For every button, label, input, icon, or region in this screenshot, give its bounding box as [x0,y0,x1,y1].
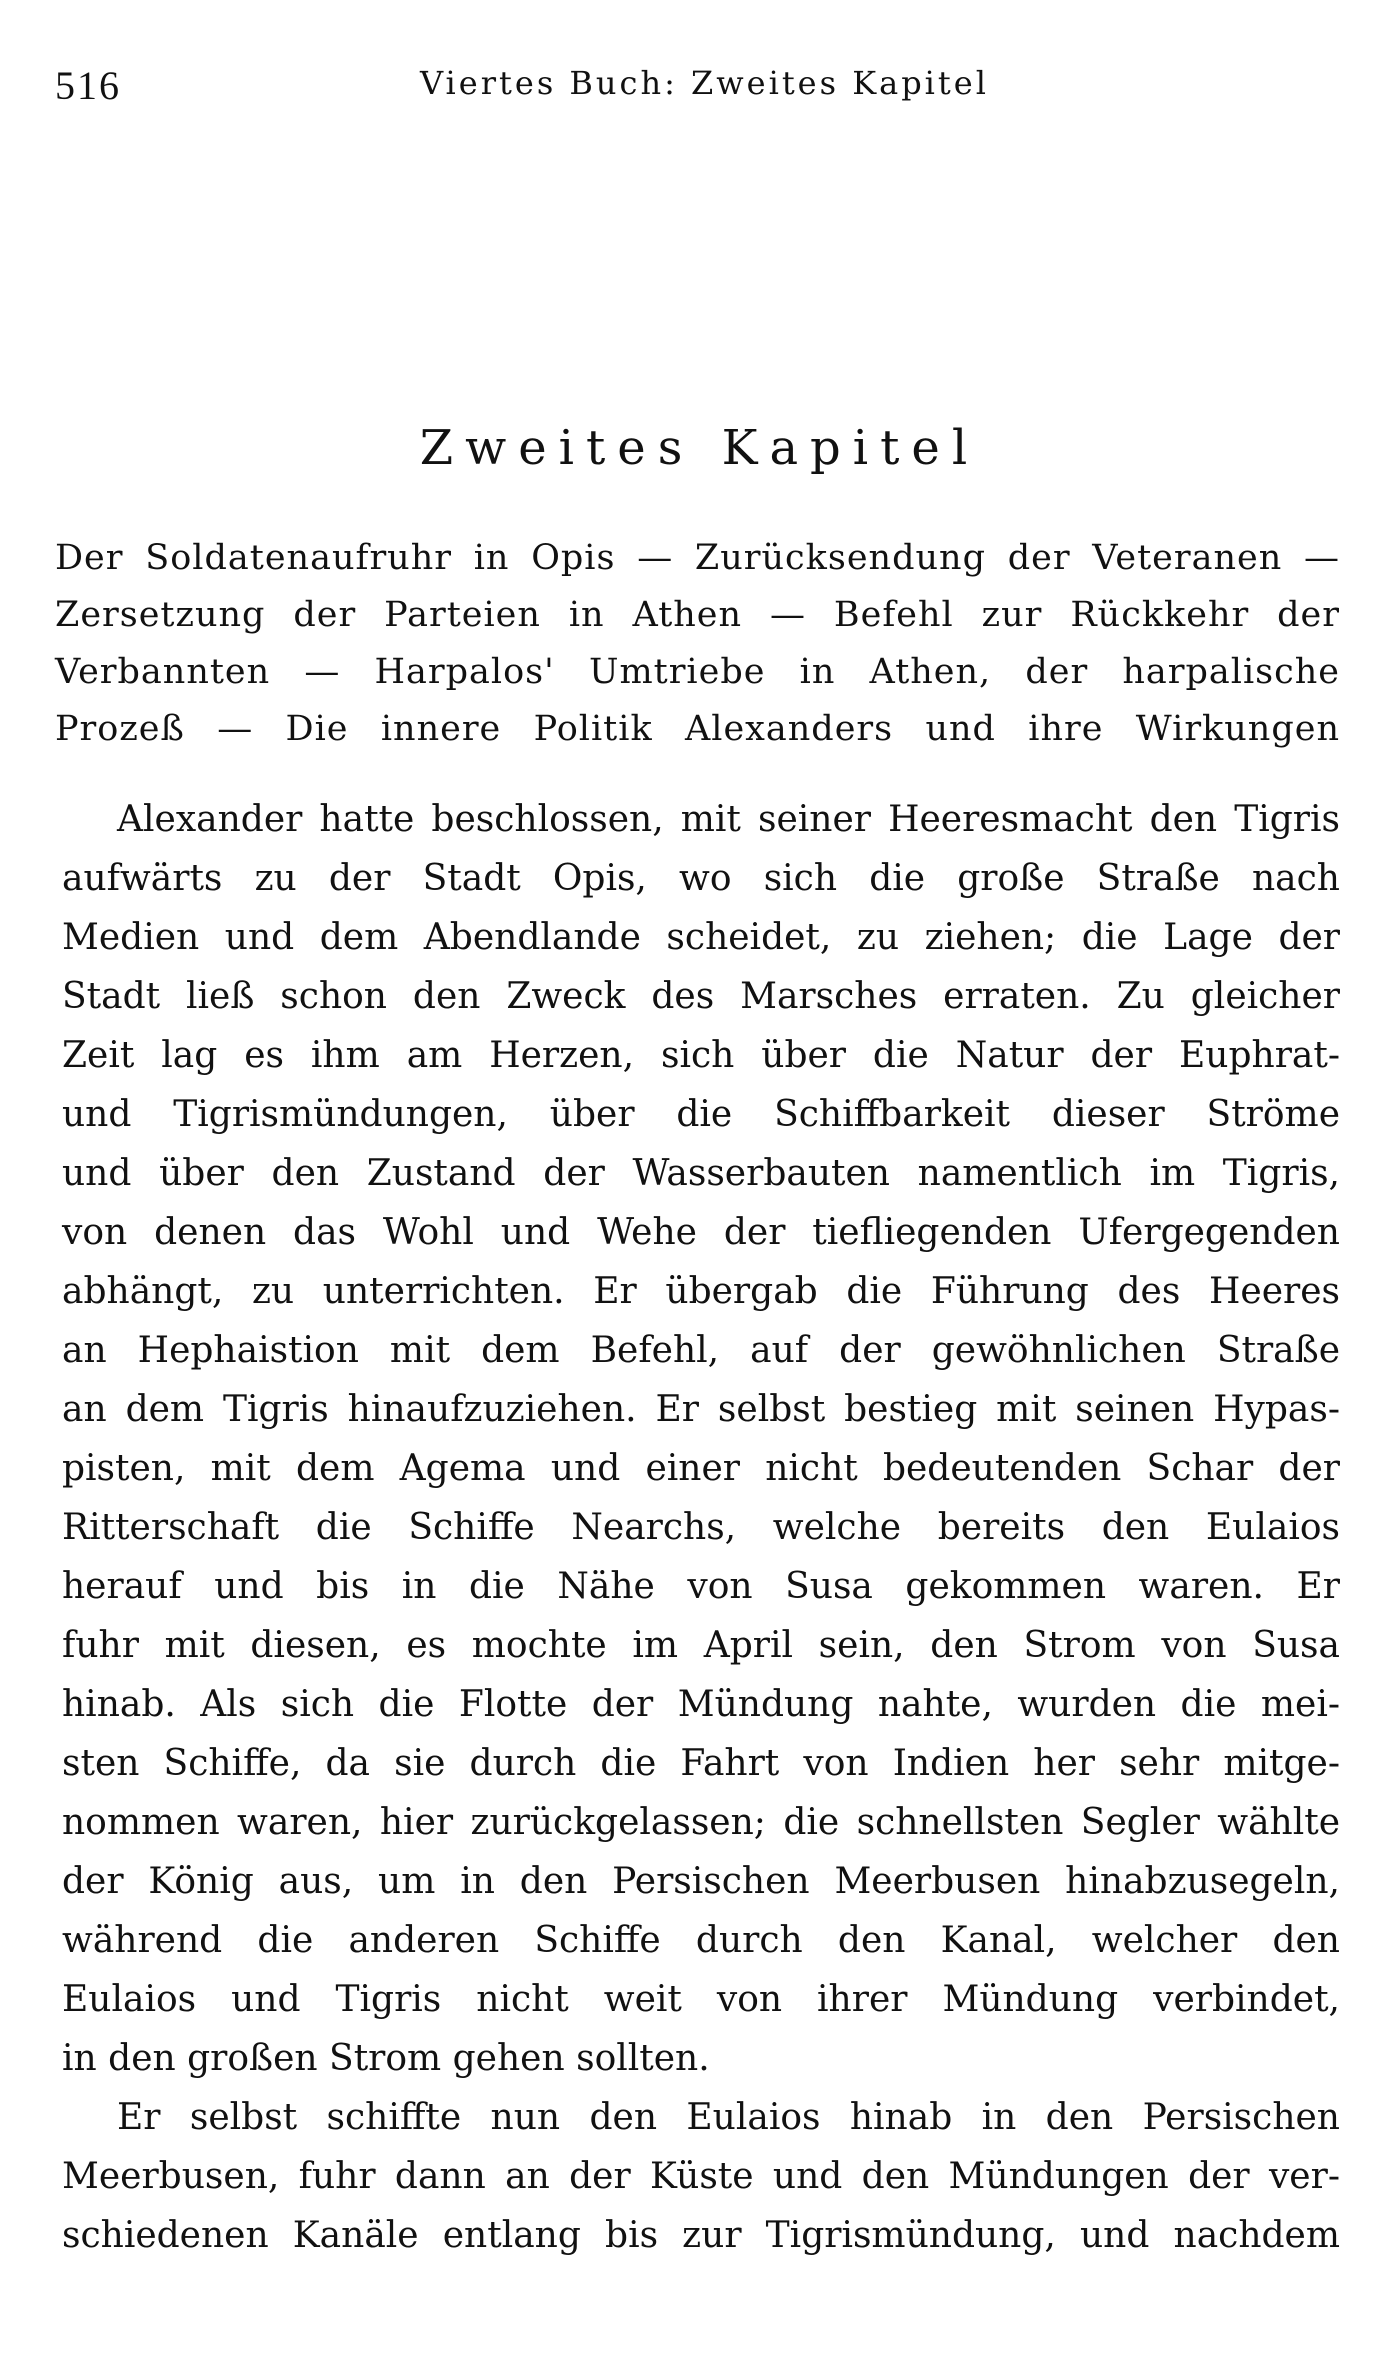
summary-line: Prozeß — Die innere Politik Alexanders und ihre Wirkungen [55,709,1340,749]
text-line: schiedenen Kanäle entlang bis zur Tigrismündung, und nachdem [62,2215,1340,2256]
text-line: von denen das Wohl und Wehe der tiefliegenden Ufergegenden [62,1212,1340,1253]
text-line: Meerbusen, fuhr dann an der Küste und den Mündungen der ver- [62,2156,1340,2197]
text-line: an Hephaistion mit dem Befehl, auf der gewöhnlichen Straße [62,1330,1340,1371]
text-line: Medien und dem Abendlande scheidet, zu ziehen; die Lage der [62,917,1340,958]
text-line: aufwärts zu der Stadt Opis, wo sich die große Straße nach [62,858,1340,899]
text-line: nommen waren, hier zurückgelassen; die schnellsten Segler wählte [62,1802,1340,1843]
body-text [62,790,1340,2265]
text-line: Zeit lag es ihm am Herzen, sich über die Natur der Euphrat- [62,1035,1340,1076]
text-line: der König aus, um in den Persischen Meerbusen hinabzusegeln, [62,1861,1340,1902]
summary-line: Zersetzung der Parteien in Athen — Befehl zur Rückkehr der [55,595,1340,635]
text-line: an dem Tigris hinaufzuziehen. Er selbst bestieg mit seinen Hypas- [62,1389,1340,1430]
text-line: Er selbst schiffte nun den Eulaios hinab in den Persischen [117,2097,1340,2138]
text-line: und Tigrismündungen, über die Schiffbarkeit dieser Ströme [62,1094,1340,1135]
running-head: Viertes Buch: Zweites Kapitel [420,64,989,102]
paragraph-2 [62,2088,1340,2265]
text-line: Alexander hatte beschlossen, mit seiner Heeresmacht den Tigris [117,799,1340,840]
paragraph-1 [62,790,1340,2088]
text-line: hinab. Als sich die Flotte der Mündung nahte, wurden die mei- [62,1684,1340,1725]
text-line: Stadt ließ schon den Zweck des Marsches erraten. Zu gleicher [62,976,1340,1017]
summary-line: Verbannten — Harpalos' Umtriebe in Athen, der harpalische [55,652,1340,692]
page-number: 516 [55,63,121,108]
summary-line: Der Soldatenaufruhr in Opis — Zurücksendung der Veteranen — [55,538,1340,578]
text-line: pisten, mit dem Agema und einer nicht bedeutenden Schar der [62,1448,1340,1489]
chapter-summary [55,530,1340,758]
chapter-title: Zweites Kapitel [419,420,980,476]
text-line: sten Schiffe, da sie durch die Fahrt von Indien her sehr mitge- [62,1743,1340,1784]
text-line: herauf und bis in die Nähe von Susa gekommen waren. Er [62,1566,1340,1607]
text-line: in den großen Strom gehen sollten. [62,2038,710,2079]
text-line: abhängt, zu unterrichten. Er übergab die Führung des Heeres [62,1271,1340,1312]
text-line: Ritterschaft die Schiffe Nearchs, welche bereits den Eulaios [62,1507,1340,1548]
text-line: und über den Zustand der Wasserbauten namentlich im Tigris, [62,1153,1340,1194]
text-line: während die anderen Schiffe durch den Kanal, welcher den [62,1920,1340,1961]
text-line: Eulaios und Tigris nicht weit von ihrer Mündung verbindet, [62,1979,1340,2020]
text-line: fuhr mit diesen, es mochte im April sein, den Strom von Susa [62,1625,1340,1666]
